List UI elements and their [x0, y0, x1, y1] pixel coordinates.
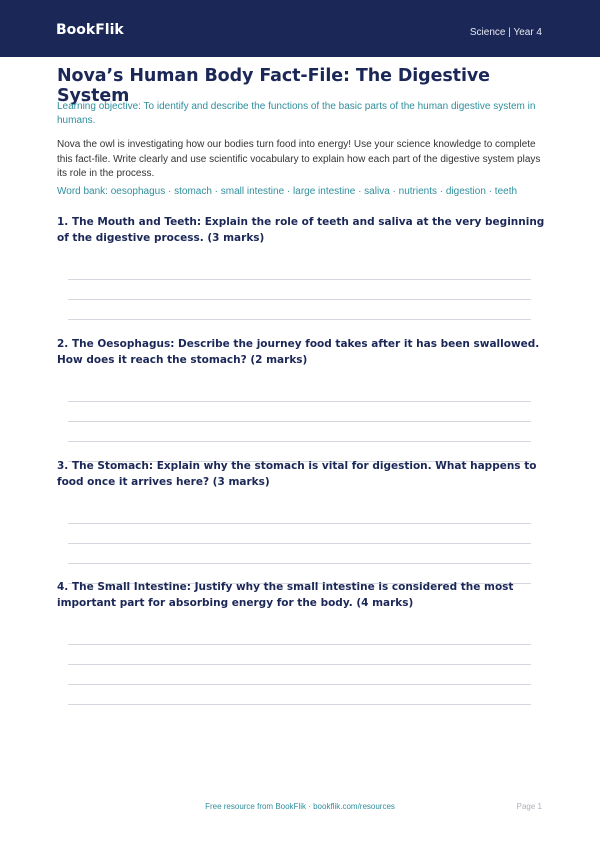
answer-line[interactable] [68, 644, 531, 645]
header-bar [0, 0, 600, 57]
footer-resource-link[interactable]: Free resource from BookFlik · bookflik.com/resources [205, 802, 395, 811]
answer-line[interactable] [68, 421, 531, 422]
answer-line[interactable] [68, 704, 531, 705]
answer-line[interactable] [68, 664, 531, 665]
answer-line[interactable] [68, 543, 531, 544]
question-3: 3. The Stomach: Explain why the stomach is vital for digestion. What happens to food once it arrives here? (3 marks) [57, 460, 537, 488]
question-2: 2. The Oesophagus: Describe the journey food takes after it has been swallowed. How does it reach the stomach? (2 marks) [57, 338, 540, 366]
page-title: Nova’s Human Body Fact-File: The Digestive System [57, 66, 490, 106]
subject-year-label: Science | Year 4 [469, 27, 542, 38]
learning-objective: Learning objective: To identify and describe the functions of the basic parts of the human digestive system in humans. [57, 101, 536, 126]
brand-logo[interactable]: BookFlik [56, 22, 124, 38]
answer-line[interactable] [68, 279, 531, 280]
page-number: Page 1 [516, 802, 542, 811]
answer-line[interactable] [68, 523, 531, 524]
answer-line[interactable] [68, 563, 531, 564]
question-4: 4. The Small Intestine: Justify why the small intestine is considered the most important part for absorbing energy for the body. (4 marks) [57, 581, 514, 609]
answer-line[interactable] [68, 319, 531, 320]
answer-line[interactable] [68, 299, 531, 300]
answer-line[interactable] [68, 401, 531, 402]
intro-text: Nova the owl is investigating how our bodies turn food into energy! Use your science knowledge to complete this fact-file. Write clearly and use scientific vocabulary to explain how each part of the digestive system plays its role in the process. [57, 139, 541, 179]
answer-line[interactable] [68, 441, 531, 442]
answer-line[interactable] [68, 684, 531, 685]
question-1: 1. The Mouth and Teeth: Explain the role of teeth and saliva at the very beginning of the digestive process. (3 marks) [57, 216, 545, 244]
word-bank: Word bank: oesophagus · stomach · small intestine · large intestine · saliva · nutrients · digestion · teeth [57, 186, 518, 197]
